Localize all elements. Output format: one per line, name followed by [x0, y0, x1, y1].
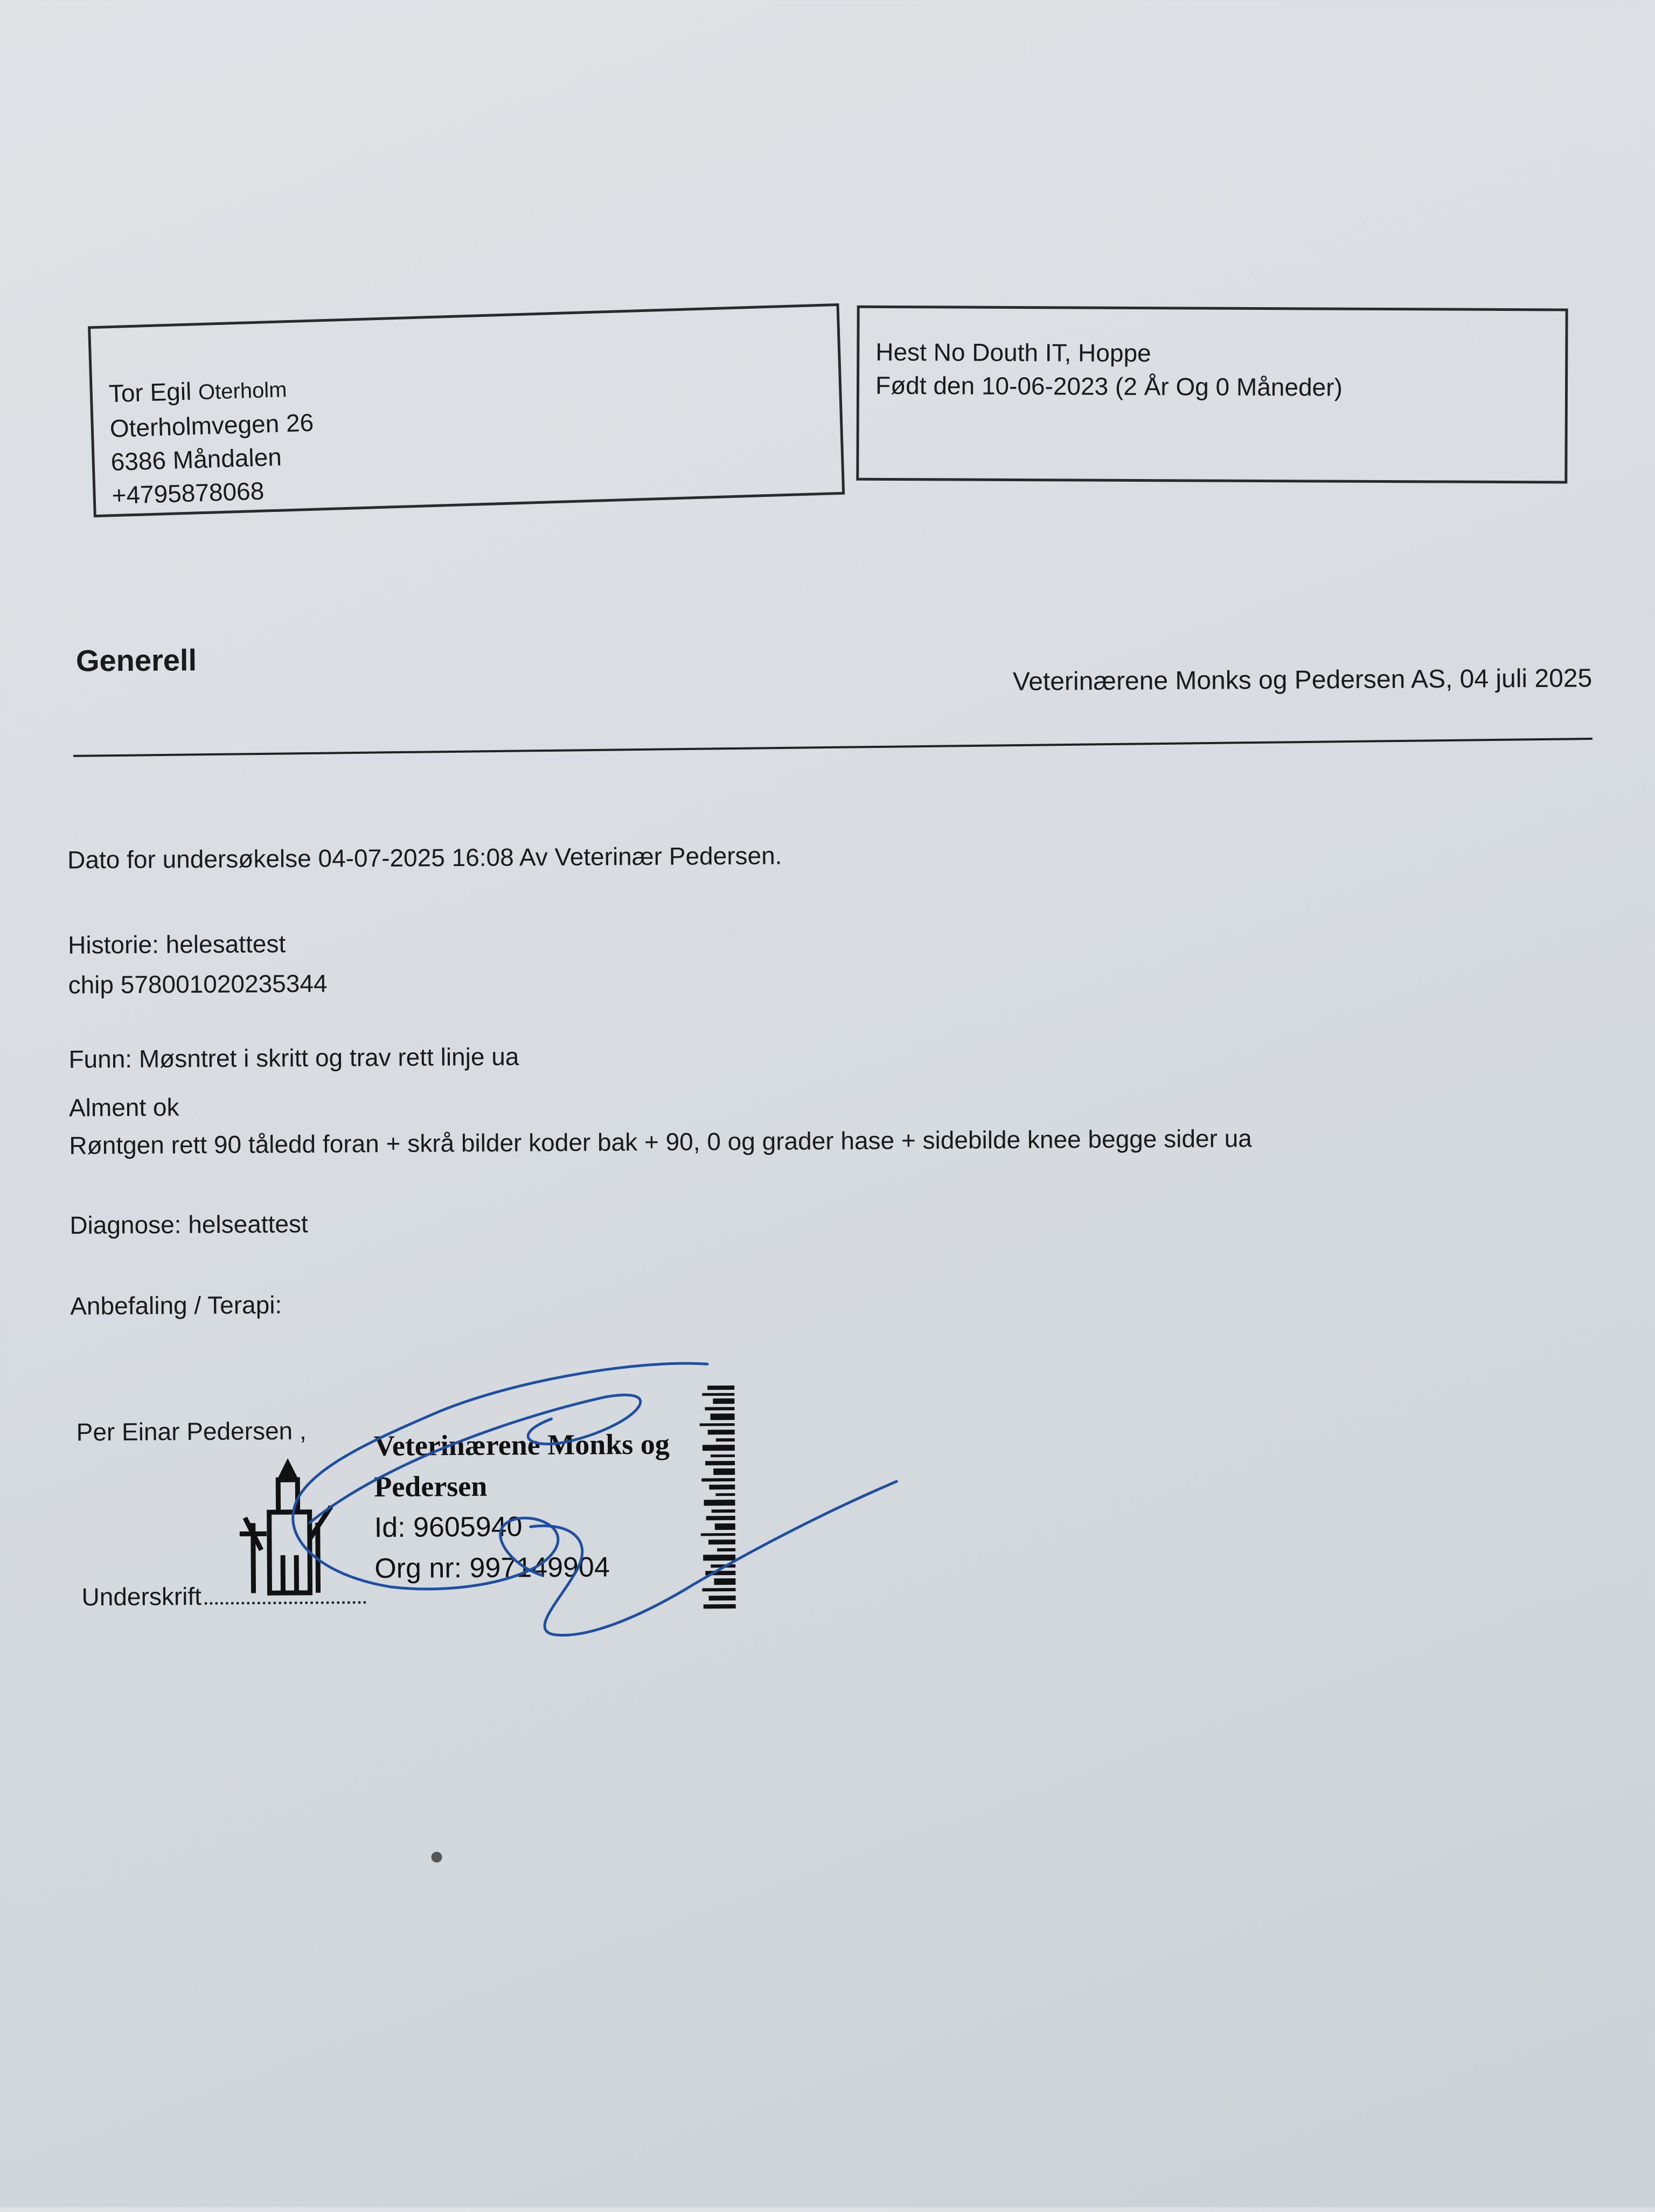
animal-box	[856, 306, 1568, 484]
owner-postal: 6386 Måndalen	[110, 442, 282, 476]
stamp-org: Org nr: 997149904	[374, 1551, 610, 1585]
recommendation-line: Anbefaling / Terapi:	[70, 1291, 282, 1320]
church-figure-logo-icon	[228, 1458, 343, 1604]
animal-description: Hest No Douth IT, Hoppe	[875, 337, 1151, 367]
xray-line: Røntgen rett 90 tåledd foran + skrå bilder koder bak + 90, 0 og grader hase + sidebilde knee begge sider ua	[69, 1124, 1252, 1160]
divider	[73, 738, 1593, 757]
diagnosis-line: Diagnose: helseattest	[69, 1209, 308, 1239]
stamp-clinic-name: Veterinærene Monks og	[373, 1427, 670, 1462]
signer-name: Per Einar Pedersen ,	[76, 1416, 307, 1446]
owner-surname: Oterholm	[198, 378, 288, 405]
stamp-id: Id: 9605940	[374, 1511, 523, 1544]
exam-line: Dato for undersøkelse 04-07-2025 16:08 Av Veterinær Pedersen.	[67, 841, 782, 874]
vertical-barcode-icon	[691, 1385, 741, 1612]
clinic-date-line: Veterinærene Monks og Pedersen AS, 04 juli 2025	[1012, 664, 1593, 696]
chip-line: chip 578001020235344	[68, 969, 328, 999]
owner-address: Oterholmvegen 26	[109, 408, 314, 443]
paper-speck	[431, 1852, 442, 1862]
general-line: Alment ok	[68, 1093, 179, 1122]
section-title: Generell	[75, 643, 197, 678]
owner-name: Tor Egil	[108, 377, 192, 408]
owner-box	[88, 303, 845, 517]
history-line: Historie: helesattest	[68, 930, 286, 959]
findings-line: Funn: Møsntret i skritt og trav rett linje ua	[68, 1042, 519, 1073]
signature-label: Underskrift	[81, 1582, 202, 1611]
animal-birth: Født den 10-06-2023 (2 År Og 0 Måneder)	[875, 371, 1343, 401]
owner-phone: +4795878068	[111, 476, 265, 510]
stamp-clinic-name-2: Pedersen	[374, 1469, 488, 1503]
stamp-text	[374, 1424, 671, 1589]
clinic-stamp	[228, 1423, 790, 1620]
